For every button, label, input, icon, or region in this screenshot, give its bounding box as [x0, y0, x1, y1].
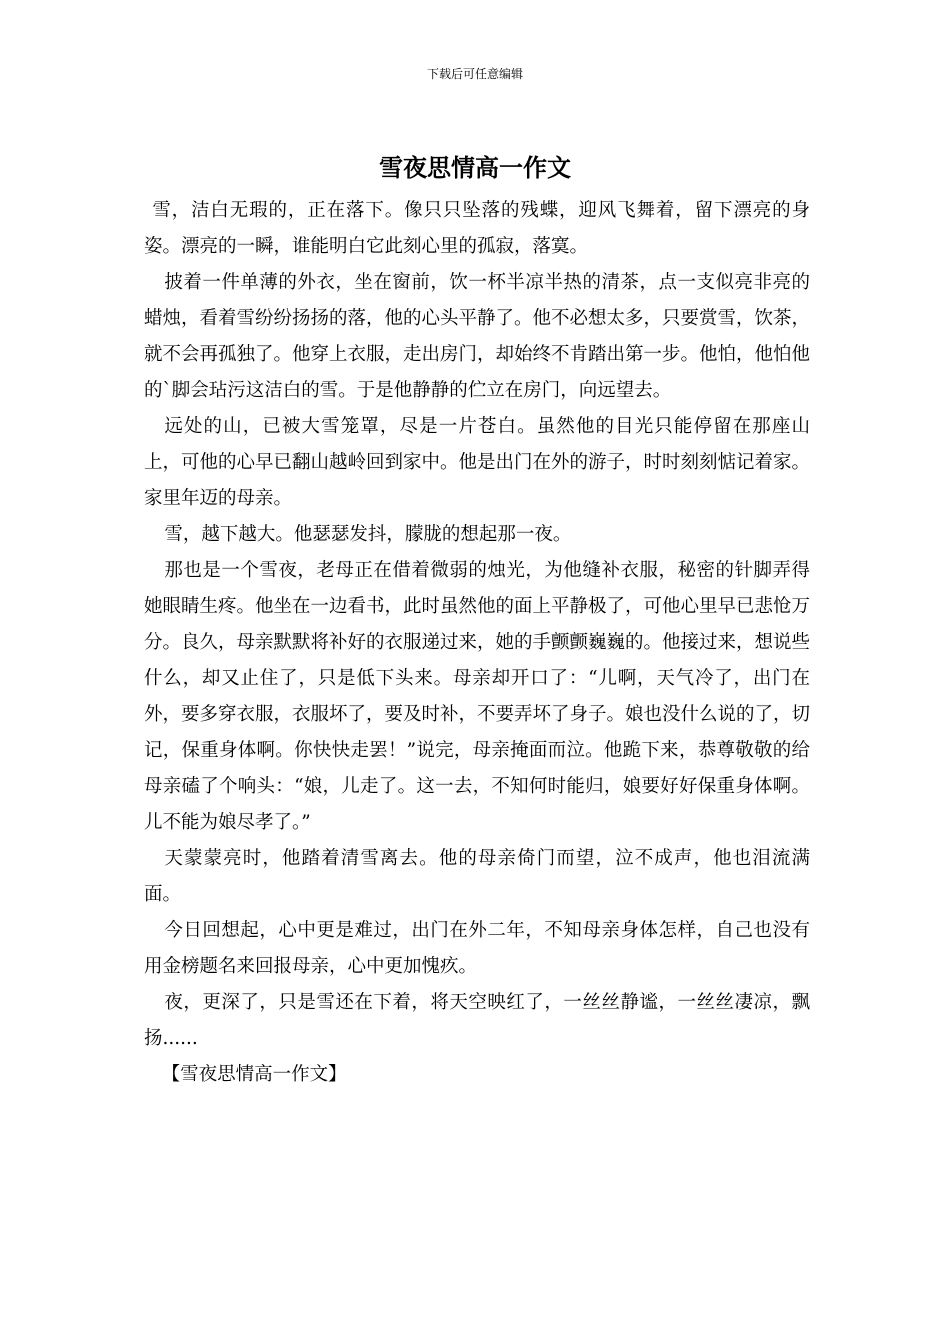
paragraph: 夜，更深了，只是雪还在下着，将天空映红了，一丝丝静谧，一丝丝凄凉，飘扬......	[144, 992, 810, 1049]
paragraph: 披着一件单薄的外衣，坐在窗前，饮一杯半凉半热的清茶，点一支似亮非亮的蜡烛，看着雪纷纷扬扬的落，他的心头平静了。他不必想太多，只要赏雪，饮茶，就不会再孤独了。他穿上衣服，走出房门，却始终不肯踏出第一步。他怕，他怕他的`脚会玷污这洁白的雪。于是他静静的伫立在房门，向远望去。	[144, 272, 811, 401]
page-title: 雪夜思情高一作文	[379, 153, 571, 182]
paragraph: 那也是一个雪夜，老母正在借着微弱的烛光，为他缝补衣服，秘密的针脚弄得她眼睛生疼。他坐在一边看书，此时虽然他的面上平静极了，可他心里早已悲怆万分。良久，母亲默默将补好的衣服递过来，她的手颤颤巍巍的。他接过来，想说些什么，却又止住了，只是低下头来。母亲却开口了：“儿啊，天气冷了，出门在外，要多穿衣服，衣服坏了，要及时补，不要弄坏了身子。娘也没什么说的了，切记，保重身体啊。你快快走罢！”说完，母亲掩面而泣。他跪下来，恭尊敬敬的给母亲磕了个响头：“娘，儿走了。这一去，不知何时能归，娘要好好保重身体啊。儿不能为娘尽孝了。”	[144, 560, 811, 833]
header-note: 下载后可任意编辑	[426, 67, 523, 81]
footer-tag: 【雪夜思情高一作文】	[161, 1064, 347, 1085]
paragraph: 今日回想起，心中更是难过，出门在外二年，不知母亲身体怎样，自己也没有用金榜题名来回报母亲，心中更加愧疚。	[144, 920, 810, 977]
paragraph: 雪，越下越大。他瑟瑟发抖，朦胧的想起那一夜。	[164, 524, 572, 545]
article-body	[144, 193, 810, 1093]
paragraph: 天蒙蒙亮时，他踏着清雪离去。他的母亲倚门而望，泣不成声，他也泪流满面。	[144, 848, 810, 905]
paragraph: 雪，洁白无瑕的，正在落下。像只只坠落的残蝶，迎风飞舞着，留下漂亮的身姿。漂亮的一瞬，谁能明白它此刻心里的孤寂，落寞。	[144, 200, 810, 257]
paragraph: 远处的山，已被大雪笼罩，尽是一片苍白。虽然他的目光只能停留在那座山上，可他的心早已翻山越岭回到家中。他是出门在外的游子，时时刻刻惦记着家。家里年迈的母亲。	[144, 416, 811, 509]
